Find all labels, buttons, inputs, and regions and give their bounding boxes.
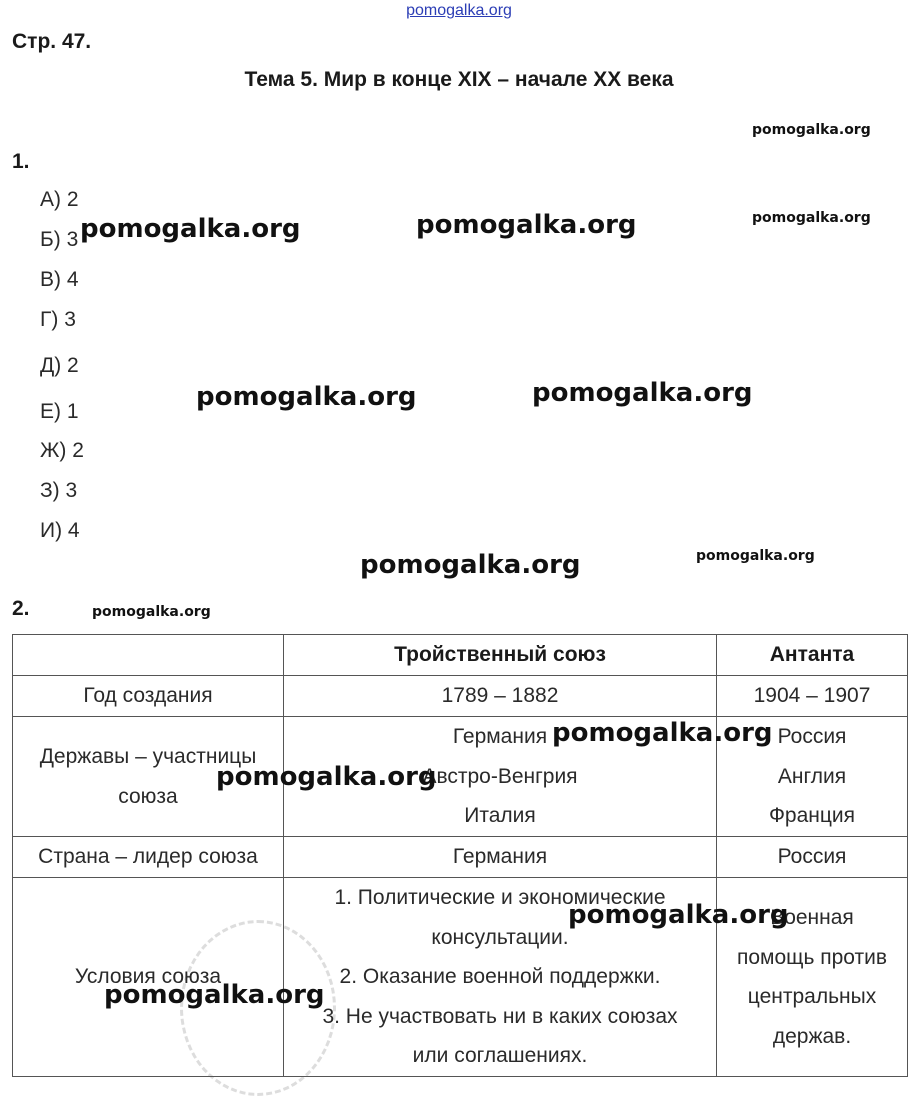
- watermark: pomogalka.org: [752, 210, 871, 226]
- cell-line: центральных: [747, 985, 877, 1008]
- task2-number: 2.: [12, 597, 30, 620]
- top-watermark-link[interactable]: pomogalka.org: [406, 2, 512, 19]
- watermark: pomogalka.org: [104, 980, 325, 1010]
- header-empty: [13, 635, 284, 676]
- triple-cell: [284, 837, 717, 878]
- cell-line: Франция: [768, 804, 856, 828]
- watermark: pomogalka.org: [752, 122, 871, 138]
- table-row: [13, 717, 908, 837]
- cell-line: или соглашениях.: [412, 1044, 588, 1068]
- answer-g: Г) 3: [40, 308, 76, 331]
- cell-line: Австро-Венгрия: [422, 764, 578, 788]
- cell-line: 1789 – 1882: [441, 684, 559, 708]
- cell-line: Военная: [770, 906, 854, 929]
- watermark: pomogalka.org: [552, 718, 773, 748]
- topic-title: Тема 5. Мир в конце XIX – начале XX века: [244, 68, 674, 91]
- cell-line: 1904 – 1907: [753, 684, 871, 708]
- table-header-row: [13, 635, 908, 676]
- watermark: pomogalka.org: [80, 214, 301, 244]
- header-triple-alliance: Тройственный союз: [284, 635, 717, 676]
- answer-v: В) 4: [40, 268, 79, 291]
- cell-line: держав.: [772, 1024, 852, 1048]
- answer-b: Б) 3: [40, 228, 79, 251]
- watermark: pomogalka.org: [360, 550, 581, 580]
- answer-i: И) 4: [40, 519, 80, 542]
- row-label: Державы – участницы союза: [13, 717, 284, 837]
- answer-a: А) 2: [40, 188, 79, 211]
- row-label: Год создания: [13, 676, 284, 717]
- alliances-table: [12, 634, 908, 1077]
- triple-cell: [284, 676, 717, 717]
- answer-z: З) 3: [40, 479, 78, 502]
- watermark: pomogalka.org: [416, 210, 637, 240]
- cell-line: Италия: [464, 804, 536, 828]
- watermark: pomogalka.org: [696, 548, 815, 564]
- watermark: pomogalka.org: [216, 762, 437, 792]
- cell-line: Германия: [452, 845, 548, 869]
- cell-line: помощь против: [737, 945, 887, 969]
- answer-d: Д) 2: [40, 354, 79, 377]
- cell-line: Россия: [777, 845, 847, 869]
- page-reference: Стр. 47.: [12, 30, 92, 53]
- cell-line: 2. Оказание военной поддержки.: [339, 965, 661, 989]
- answer-e: Е) 1: [40, 400, 79, 423]
- row-label: Страна – лидер союза: [13, 837, 284, 878]
- cell-line: Россия: [777, 725, 847, 749]
- watermark: pomogalka.org: [92, 604, 211, 620]
- cell-line: 3. Не участвовать ни в каких союзах: [322, 1004, 678, 1028]
- cell-line: консультации.: [431, 925, 569, 949]
- table-row: [13, 837, 908, 878]
- row-label: Условия союза: [13, 878, 284, 1077]
- entente-cell: [717, 837, 908, 878]
- entente-cell: [717, 676, 908, 717]
- task1-number: 1.: [12, 150, 30, 173]
- watermark: pomogalka.org: [532, 378, 753, 408]
- watermark: pomogalka.org: [568, 900, 789, 930]
- answer-zh: Ж) 2: [40, 439, 84, 462]
- cell-line: Германия: [452, 725, 548, 749]
- header-entente: Антанта: [717, 635, 908, 676]
- table-row: [13, 676, 908, 717]
- watermark: pomogalka.org: [196, 382, 417, 412]
- cell-line: Англия: [777, 764, 847, 788]
- cell-line: 1. Политические и экономические: [334, 886, 666, 910]
